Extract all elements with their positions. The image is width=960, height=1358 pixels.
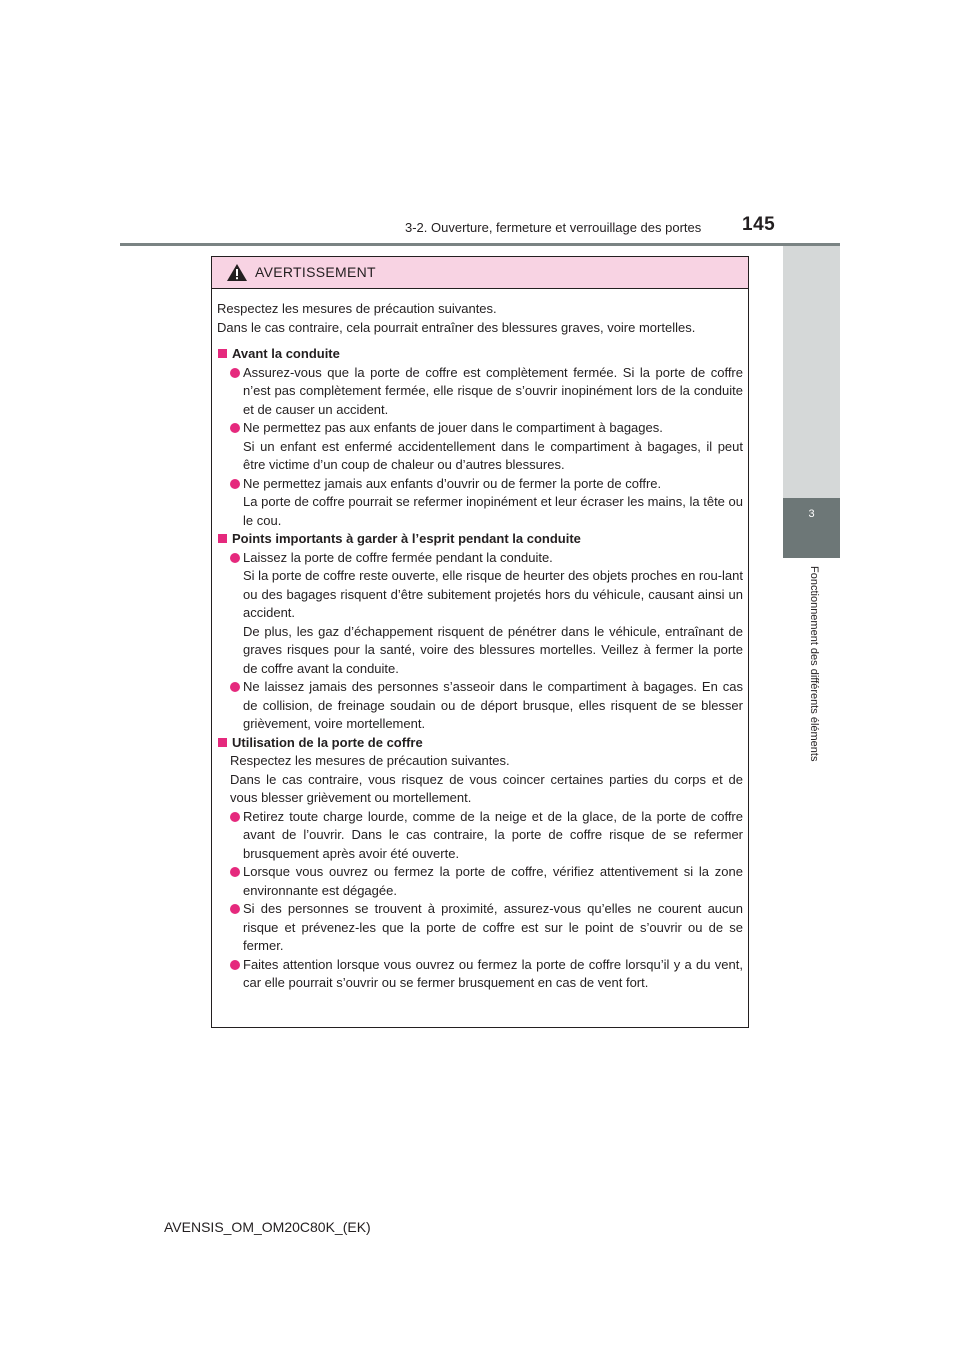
bullet-item	[217, 475, 743, 531]
circle-bullet-icon	[230, 867, 240, 877]
bullet-item	[217, 678, 743, 734]
bullet-text: Ne laissez jamais des personnes s’asseoir dans le compartiment à bagages. En cas de collision, de freinage soudain ou de déport brusque, elles risquent de se blesser grièvement, voire mortellement.	[243, 679, 743, 731]
bullet-item	[217, 364, 743, 420]
section-title	[217, 530, 743, 549]
circle-bullet-icon	[230, 423, 240, 433]
circle-bullet-icon	[230, 904, 240, 914]
warning-box	[211, 256, 749, 1028]
bullet-text: Ne permettez jamais aux enfants d’ouvrir ou de fermer la porte de coffre. La porte de coffre pourrait se refermer inopinément et leur écraser les mains, la tête ou le cou.	[243, 475, 743, 528]
warning-triangle-icon	[226, 263, 248, 282]
warning-body	[212, 289, 748, 993]
bullet-item	[217, 808, 743, 864]
section-header: 3-2. Ouverture, fermeture et verrouillage des portes	[405, 220, 702, 235]
circle-bullet-icon	[230, 812, 240, 822]
chapter-title: Fonctionnement des différents éléments	[808, 566, 820, 762]
bullet-item	[217, 900, 743, 956]
square-bullet-icon	[218, 349, 227, 358]
warning-section	[217, 530, 743, 734]
warning-title: AVERTISSEMENT	[255, 264, 376, 280]
section-description: Respectez les mesures de précaution suivantes. Dans le cas contraire, vous risquez de vous coincer certaines parties du corps et de vous blesser grièvement ou mortellement.	[230, 753, 743, 805]
section-title-text: Points importants à garder à l’esprit pendant la conduite	[232, 531, 581, 546]
circle-bullet-icon	[230, 960, 240, 970]
circle-bullet-icon	[230, 368, 240, 378]
circle-bullet-icon	[230, 682, 240, 692]
chapter-tab	[783, 498, 840, 558]
warning-intro: Respectez les mesures de précaution suivantes. Dans le cas contraire, cela pourrait entraîner des blessures graves, voire mortelles.	[217, 301, 696, 335]
bullet-text: Laissez la porte de coffre fermée pendant la conduite. Si la porte de coffre reste ouverte, elle risque de heurter des objets proches en rou-lant ou des bagages risquent d’être subitement projetés hors du véhicule, causant ainsi un accident. De plus, les gaz d’échappement risquent de pénétrer dans le véhicule, entraînant de graves risques pour la santé, voire des blessures mortelles. Veillez à fermer la porte de coffre avant la conduite.	[243, 549, 743, 676]
bullet-item	[217, 956, 743, 993]
bullet-item	[217, 863, 743, 900]
side-bar	[783, 246, 840, 498]
page-number: 145	[742, 214, 776, 235]
warning-section	[217, 734, 743, 993]
section-title	[217, 345, 743, 364]
warning-header	[212, 257, 748, 289]
bullet-item	[217, 419, 743, 475]
section-title	[217, 734, 743, 753]
bullet-text: Ne permettez pas aux enfants de jouer dans le compartiment à bagages. Si un enfant est enfermé accidentellement dans le compartiment à bagages, il peut être victime d’un coup de chaleur ou d’autres blessures.	[243, 420, 743, 472]
square-bullet-icon	[218, 738, 227, 747]
bullet-text: Si des personnes se trouvent à proximité, assurez-vous qu’elles ne courent aucun risque et prévenez-les que la porte de coffre est sur le point de s’ouvrir ou de se fermer.	[243, 901, 743, 953]
header-rule	[120, 243, 840, 246]
circle-bullet-icon	[230, 479, 240, 489]
warning-section	[217, 345, 743, 530]
document-code: AVENSIS_OM_OM20C80K_(EK)	[164, 1219, 371, 1235]
bullet-text: Assurez-vous que la porte de coffre est complètement fermée. Si la porte de coffre n’est pas complètement fermée, elle risque de s’ouvrir inopinément lors de la conduite et de causer un accident.	[243, 364, 743, 417]
square-bullet-icon	[218, 534, 227, 543]
circle-bullet-icon	[230, 553, 240, 563]
section-title-text: Avant la conduite	[232, 346, 340, 361]
bullet-text: Retirez toute charge lourde, comme de la neige et de la glace, de la porte de coffre avant de l’ouvrir. Dans le cas contraire, la porte de coffre risque de se refermer brusquement après avoir été ouverte.	[243, 808, 743, 861]
bullet-text: Lorsque vous ouvrez ou fermez la porte de coffre, vérifiez attentivement si la zone environnante est dégagée.	[243, 864, 743, 898]
chapter-number: 3	[808, 508, 815, 520]
bullet-item	[217, 549, 743, 679]
bullet-text: Faites attention lorsque vous ouvrez ou fermez la porte de coffre lorsqu’il y a du vent, car elle pourrait s’ouvrir ou se fermer brusquement en cas de vent fort.	[243, 956, 743, 990]
section-title-text: Utilisation de la porte de coffre	[232, 734, 423, 750]
